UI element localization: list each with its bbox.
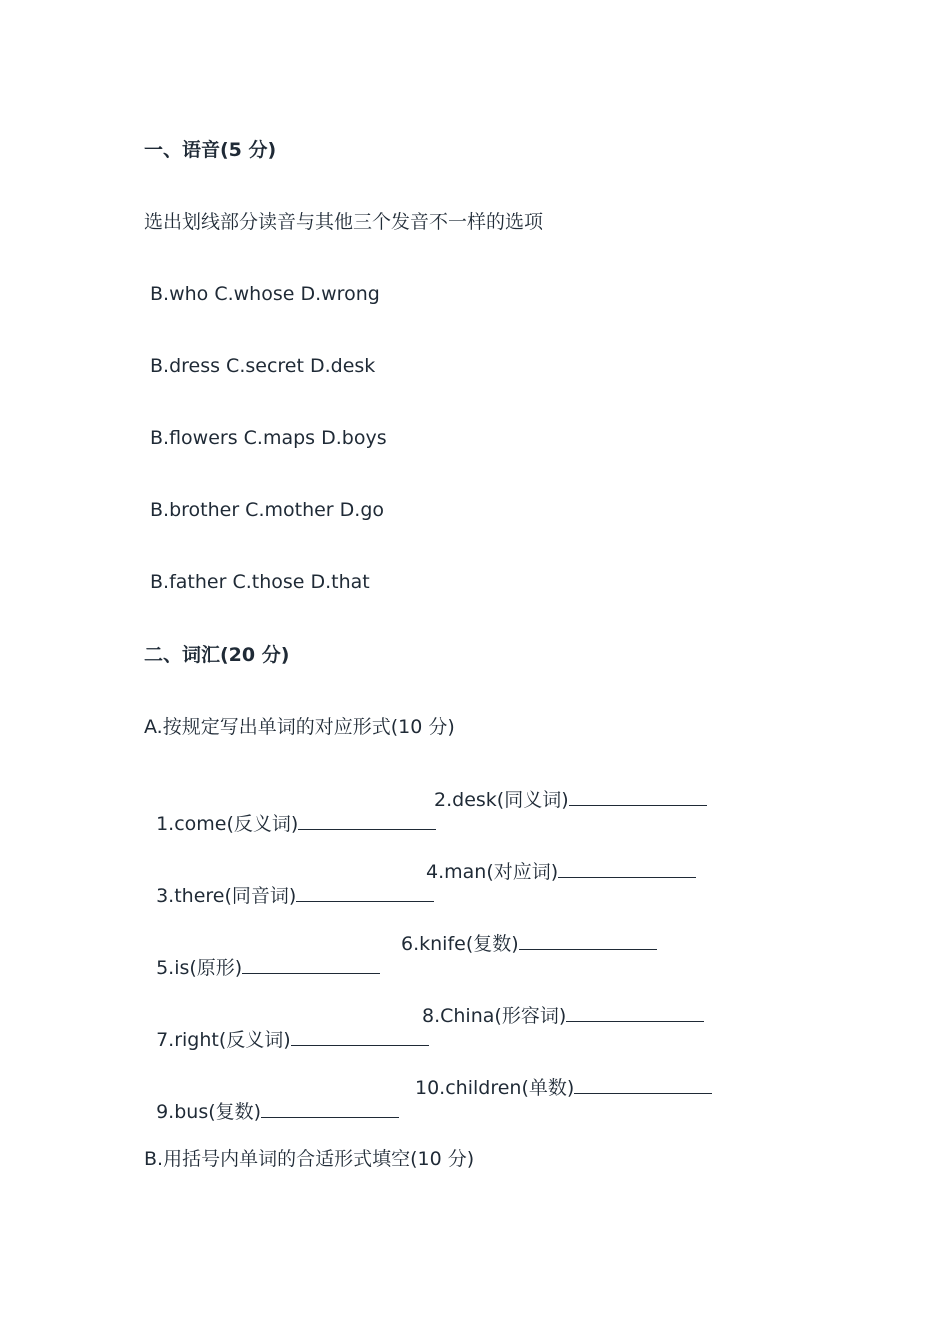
- answer-blank: [558, 859, 696, 878]
- answer-blank: [291, 1027, 429, 1046]
- section2-part-a-title: A.按规定写出单词的对应形式(10 分): [144, 716, 455, 738]
- question-5-options: B.father C.those D.that: [150, 571, 370, 593]
- answer-blank: [261, 1099, 399, 1118]
- word-form-prompt: 8.China(形容词): [422, 1005, 567, 1027]
- word-form-row-1: [144, 787, 569, 860]
- answer-blank: [242, 955, 380, 974]
- word-form-row-5: [144, 1075, 575, 1148]
- word-form-prompt: 9.bus(复数): [156, 1101, 262, 1123]
- question-2-options: B.dress C.secret D.desk: [150, 355, 376, 377]
- word-form-prompt: 10.children(单数): [415, 1077, 575, 1099]
- section2-heading: 二、词汇(20 分): [144, 644, 290, 666]
- question-4-options: B.brother C.mother D.go: [150, 499, 385, 521]
- answer-blank: [296, 883, 434, 902]
- answer-blank: [569, 787, 707, 806]
- section1-instruction: 选出划线部分读音与其他三个发音不一样的选项: [144, 211, 544, 233]
- answer-blank: [519, 931, 657, 950]
- word-form-row-2: [144, 859, 559, 932]
- word-form-prompt: 4.man(对应词): [426, 861, 559, 883]
- question-3-options: B.flowers C.maps D.boys: [150, 427, 387, 449]
- answer-blank: [566, 1003, 704, 1022]
- section2-part-b-title: B.用括号内单词的合适形式填空(10 分): [144, 1148, 475, 1170]
- word-form-prompt: 6.knife(复数): [401, 933, 519, 955]
- word-form-prompt: 2.desk(同义词): [434, 789, 569, 811]
- word-form-prompt: 7.right(反义词): [156, 1029, 291, 1051]
- answer-blank: [574, 1075, 712, 1094]
- word-form-row-4: [144, 1003, 567, 1076]
- word-form-prompt: 5.is(原形): [156, 957, 243, 979]
- word-form-prompt: 3.there(同音词): [156, 885, 297, 907]
- section1-heading: 一、语音(5 分): [144, 139, 277, 161]
- answer-blank: [298, 811, 436, 830]
- word-form-row-3: [144, 931, 519, 1004]
- question-1-options: B.who C.whose D.wrong: [150, 283, 380, 305]
- word-form-prompt: 1.come(反义词): [156, 813, 299, 835]
